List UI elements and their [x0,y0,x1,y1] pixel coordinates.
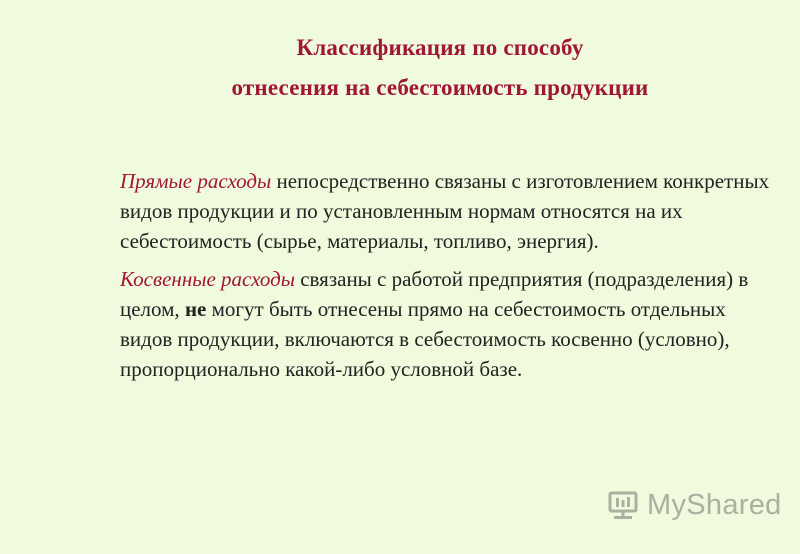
indirect-costs-text-before: связаны с работой предприятия (подразделения) в целом, [120,267,749,321]
slide-body [120,166,770,384]
direct-costs-text: непосредственно связаны с изготовлением конкретных видов продукции и по установленным нормам относятся на их себестоимость (сырье, материалы, топливо, энергия). [120,169,770,253]
indirect-costs-text-after: могут быть отнесены прямо на себестоимость отдельных видов продукции, включаются в себестоимость косвенно (условно), пропорционально какой-либо условной базе. [120,297,730,381]
indirect-costs-emphasis: не [184,297,207,321]
indirect-costs-term: Косвенные расходы [120,267,295,291]
direct-costs-term: Прямые расходы [120,169,272,193]
direct-costs-paragraph [120,166,770,256]
indirect-costs-paragraph [120,264,770,384]
title-line-2: отнесения на себестоимость продукции [231,75,649,100]
watermark-text: MyShared [647,489,782,521]
slide-title [0,28,800,108]
watermark-logo [607,486,782,526]
title-line-1: Классификация по способу [296,35,584,60]
presentation-board-icon [607,490,639,522]
